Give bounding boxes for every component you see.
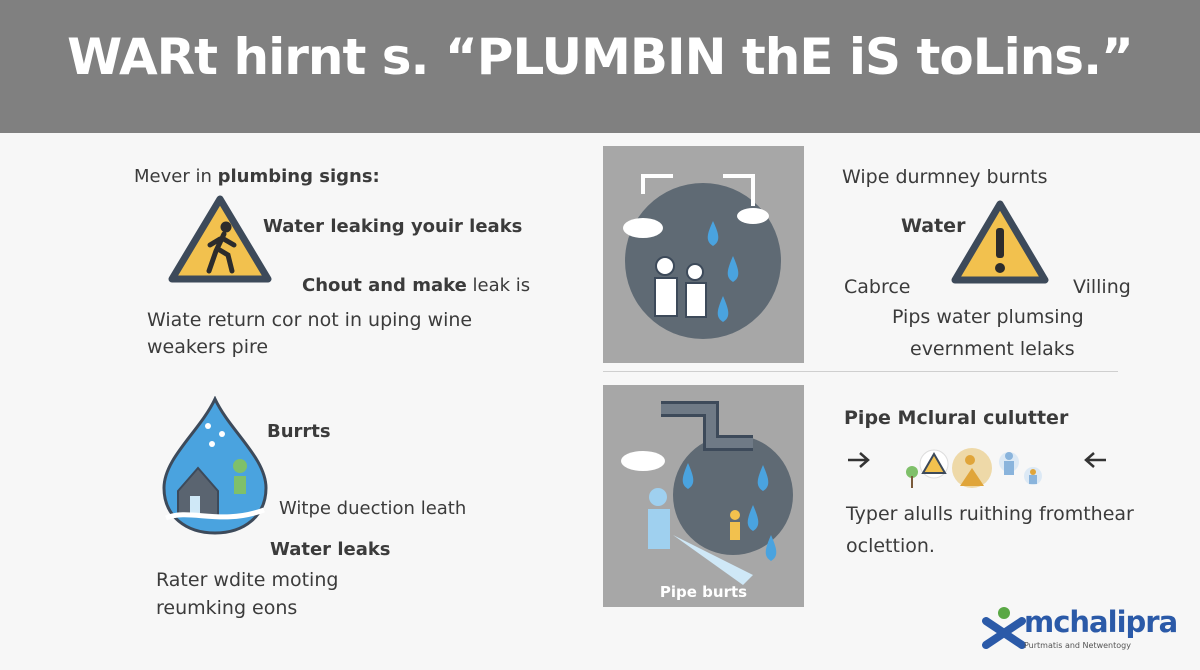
arrow-left-icon: [1082, 450, 1108, 470]
intro-prefix: Mever in: [134, 166, 218, 187]
caption-water-leaks: Water leaks: [270, 539, 391, 560]
intro-bold: plumbing signs:: [217, 166, 380, 187]
caption-chout: [302, 275, 530, 296]
illustration-panel-bottom: [603, 385, 804, 607]
logo-mark-icon: [982, 605, 1026, 649]
label-villing: Villing: [1073, 276, 1131, 298]
label-cabrce: Cabrce: [844, 276, 911, 298]
right-top-para-line-1: Pips water plumsing: [892, 306, 1084, 328]
paragraph-1-line-1: Wiate return cor not in uping wine: [147, 309, 473, 331]
page-title: WARt hirnt s. “PLUMBIN thE iS toLins.”: [67, 28, 1133, 86]
warning-exclamation-icon: [949, 198, 1051, 288]
panel-caption-pipe-burts: Pipe burts: [659, 583, 748, 601]
section-divider: [603, 371, 1118, 372]
label-burrts: Burrts: [267, 421, 331, 442]
title-banner: [0, 0, 1200, 133]
water-drop-house-icon: [160, 396, 270, 536]
paragraph-2-line-1: Rater wdite moting: [156, 569, 339, 591]
people-water-illustration: [603, 146, 804, 363]
arrow-right-icon: [846, 450, 872, 470]
right-top-para-line-2: evernment lelaks: [910, 338, 1075, 360]
paragraph-1-line-2: weakers pire: [147, 336, 269, 358]
right-bottom-heading: Pipe Mclural culutter: [844, 407, 1069, 429]
illustration-panel-top: [603, 146, 804, 363]
right-bottom-para-line-1: Typer alulls ruithing fromthear: [846, 503, 1134, 525]
warning-person-icon: [166, 193, 274, 287]
intro-line: [134, 166, 380, 187]
label-water: Water: [901, 215, 966, 237]
right-top-heading: Wipe durmney burnts: [842, 166, 1048, 188]
caption-chout-rest: leak is: [466, 275, 531, 296]
paragraph-2-line-2: reumking eons: [156, 597, 298, 619]
caption-witpe: Witpe duection leath: [279, 498, 467, 519]
logo-tagline: Purtmatis and Netwentogy: [1024, 641, 1131, 650]
caption-chout-bold: Chout and make: [302, 275, 467, 296]
right-bottom-para-line-2: oclettion.: [846, 535, 935, 557]
workers-icon-group: [902, 446, 1052, 492]
pipe-burst-illustration: [603, 385, 804, 607]
caption-water-leaking: Water leaking youir leaks: [263, 216, 523, 237]
logo-name: mchalipra: [1024, 605, 1178, 639]
